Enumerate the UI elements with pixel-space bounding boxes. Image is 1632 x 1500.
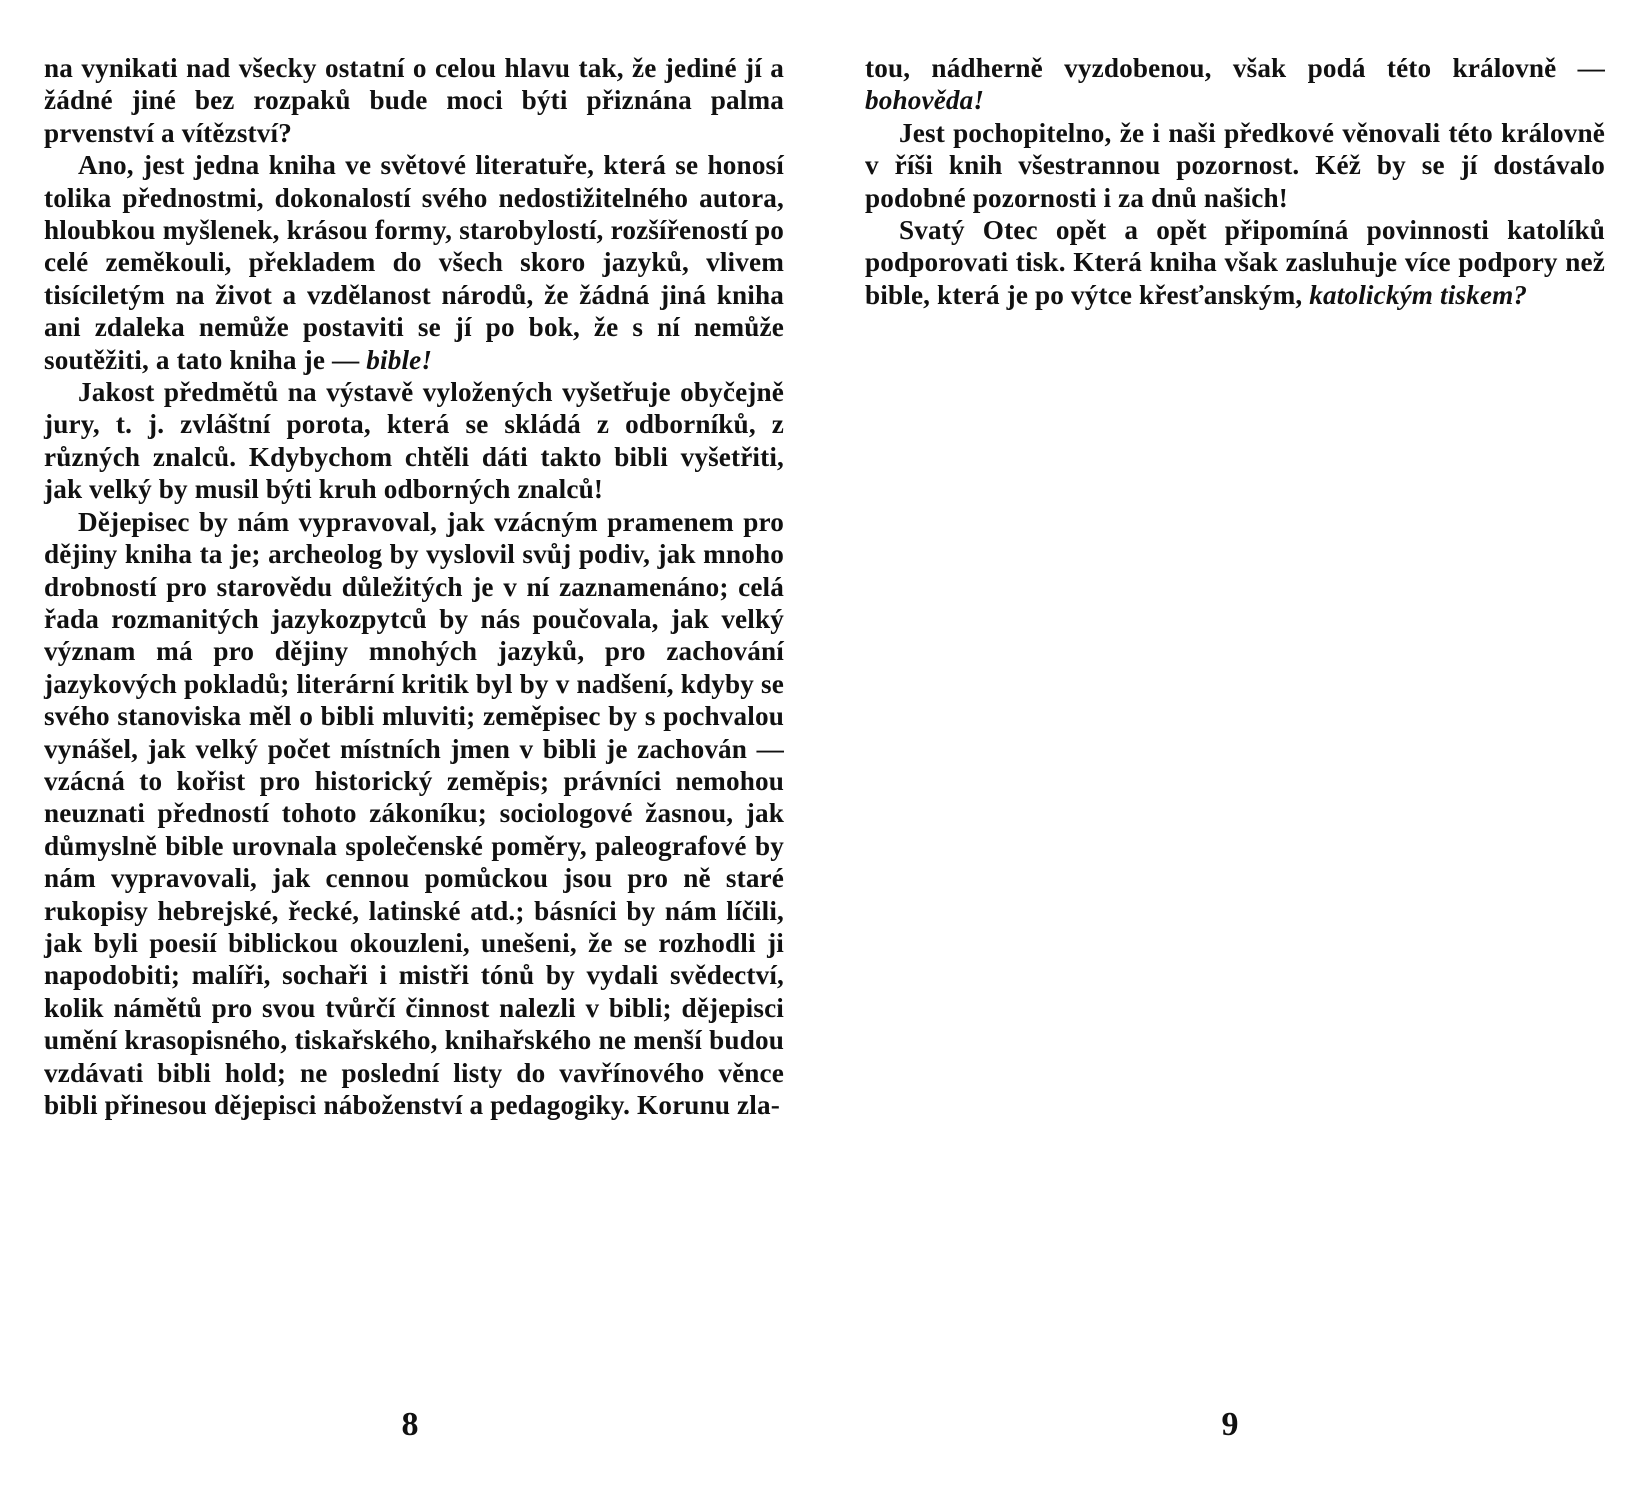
emphasis-bohoveda: bohověda! <box>865 85 985 116</box>
left-paragraph-3: Jakost předmětů na výstavě vyložených vyšetřuje obyčejně jury, t. j. zvláštní porota, která se skládá z odborníků, z různých znalců. Kdybychom chtěli dáti takto bibli vyšetřiti, jak velký by musil býti kruh odborných znalců! <box>44 377 784 505</box>
page-number-left: 8 <box>401 1406 419 1443</box>
right-paragraph-2: Jest pochopitelno, že i naši předkové věnovali této královně v říši knih všestrannou pozornost. Kéž by se jí dostávalo podobné pozornosti i za dnů našich! <box>865 117 1605 213</box>
left-page <box>44 52 784 1121</box>
emphasis-katolickym-tiskem: katolickým tiskem? <box>1309 279 1528 310</box>
page-number-right: 9 <box>1221 1406 1239 1443</box>
right-paragraph-1: tou, nádherně vyzdobenou, však podá této královně — bohověda! <box>865 53 1605 116</box>
right-paragraph-3: Svatý Otec opět a opět připomíná povinnosti katolíků podporovati tisk. Která kniha však zasluhuje více podpory než bible, která je po výtce křesťanským, katolickým tiskem? <box>865 215 1605 310</box>
emphasis-bible: bible! <box>366 344 433 375</box>
right-page <box>865 52 1605 311</box>
left-paragraph-1: na vynikati nad všecky ostatní o celou hlavu tak, že jediné jí a žádné jiné bez rozpaků bude moci býti přiznána palma prvenství a vítězství? <box>44 53 784 148</box>
left-paragraph-2: Ano, jest jedna kniha ve světové literatuře, která se honosí tolika přednostmi, dokonalostí svého nedostižitelného autora, hloubkou myšlenek, krásou formy, starobylostí, rozšířeností po celé zeměkouli, překladem do všech skoro jazyků, vlivem tisíciletým na život a vzdělanost národů, že žádná jiná kniha ani zdaleka nemůže postaviti se jí po bok, že s ní nemůže soutěžiti, a tato kniha je — bible! <box>44 150 784 375</box>
left-paragraph-4: Dějepisec by nám vypravoval, jak vzácným pramenem pro dějiny kniha ta je; archeolog by vyslovil svůj podiv, jak mnoho drobností pro starovědu důležitých je v ní zaznamenáno; celá řada rozmanitých jazykozpytců by nás poučovala, jak velký význam má pro dějiny mnohých jazyků, pro zachování jazykových pokladů; literární kritik byl by v nadšení, kdyby se svého stanoviska měl o bibli mluviti; zeměpisec by s pochvalou vynášel, jak velký počet místních jmen v bibli je zachován — vzácná to kořist pro historický zeměpis; právníci nemohou neuznati předností tohoto zákoníku; sociologové žasnou, jak důmyslně bible urovnala společenské poměry, paleografové by nám vypravovali, jak cennou pomůckou jsou pro ně staré rukopisy hebrejské, řecké, latinské atd.; básníci by nám líčili, jak byli poesií biblickou okouzleni, unešeni, že se rozhodli ji napodobiti; malíři, sochaři i mistři tónů by vydali svědectví, kolik námětů pro svou tvůrčí činnost nalezli v bibli; dějepisci umění krasopisného, tiskařského, knihařského ne menší budou vzdávati bibli hold; ne poslední listy do vavřínového věnce bibli přinesou dějepisci náboženství a pedagogiky. Korunu zla- <box>44 506 784 1120</box>
